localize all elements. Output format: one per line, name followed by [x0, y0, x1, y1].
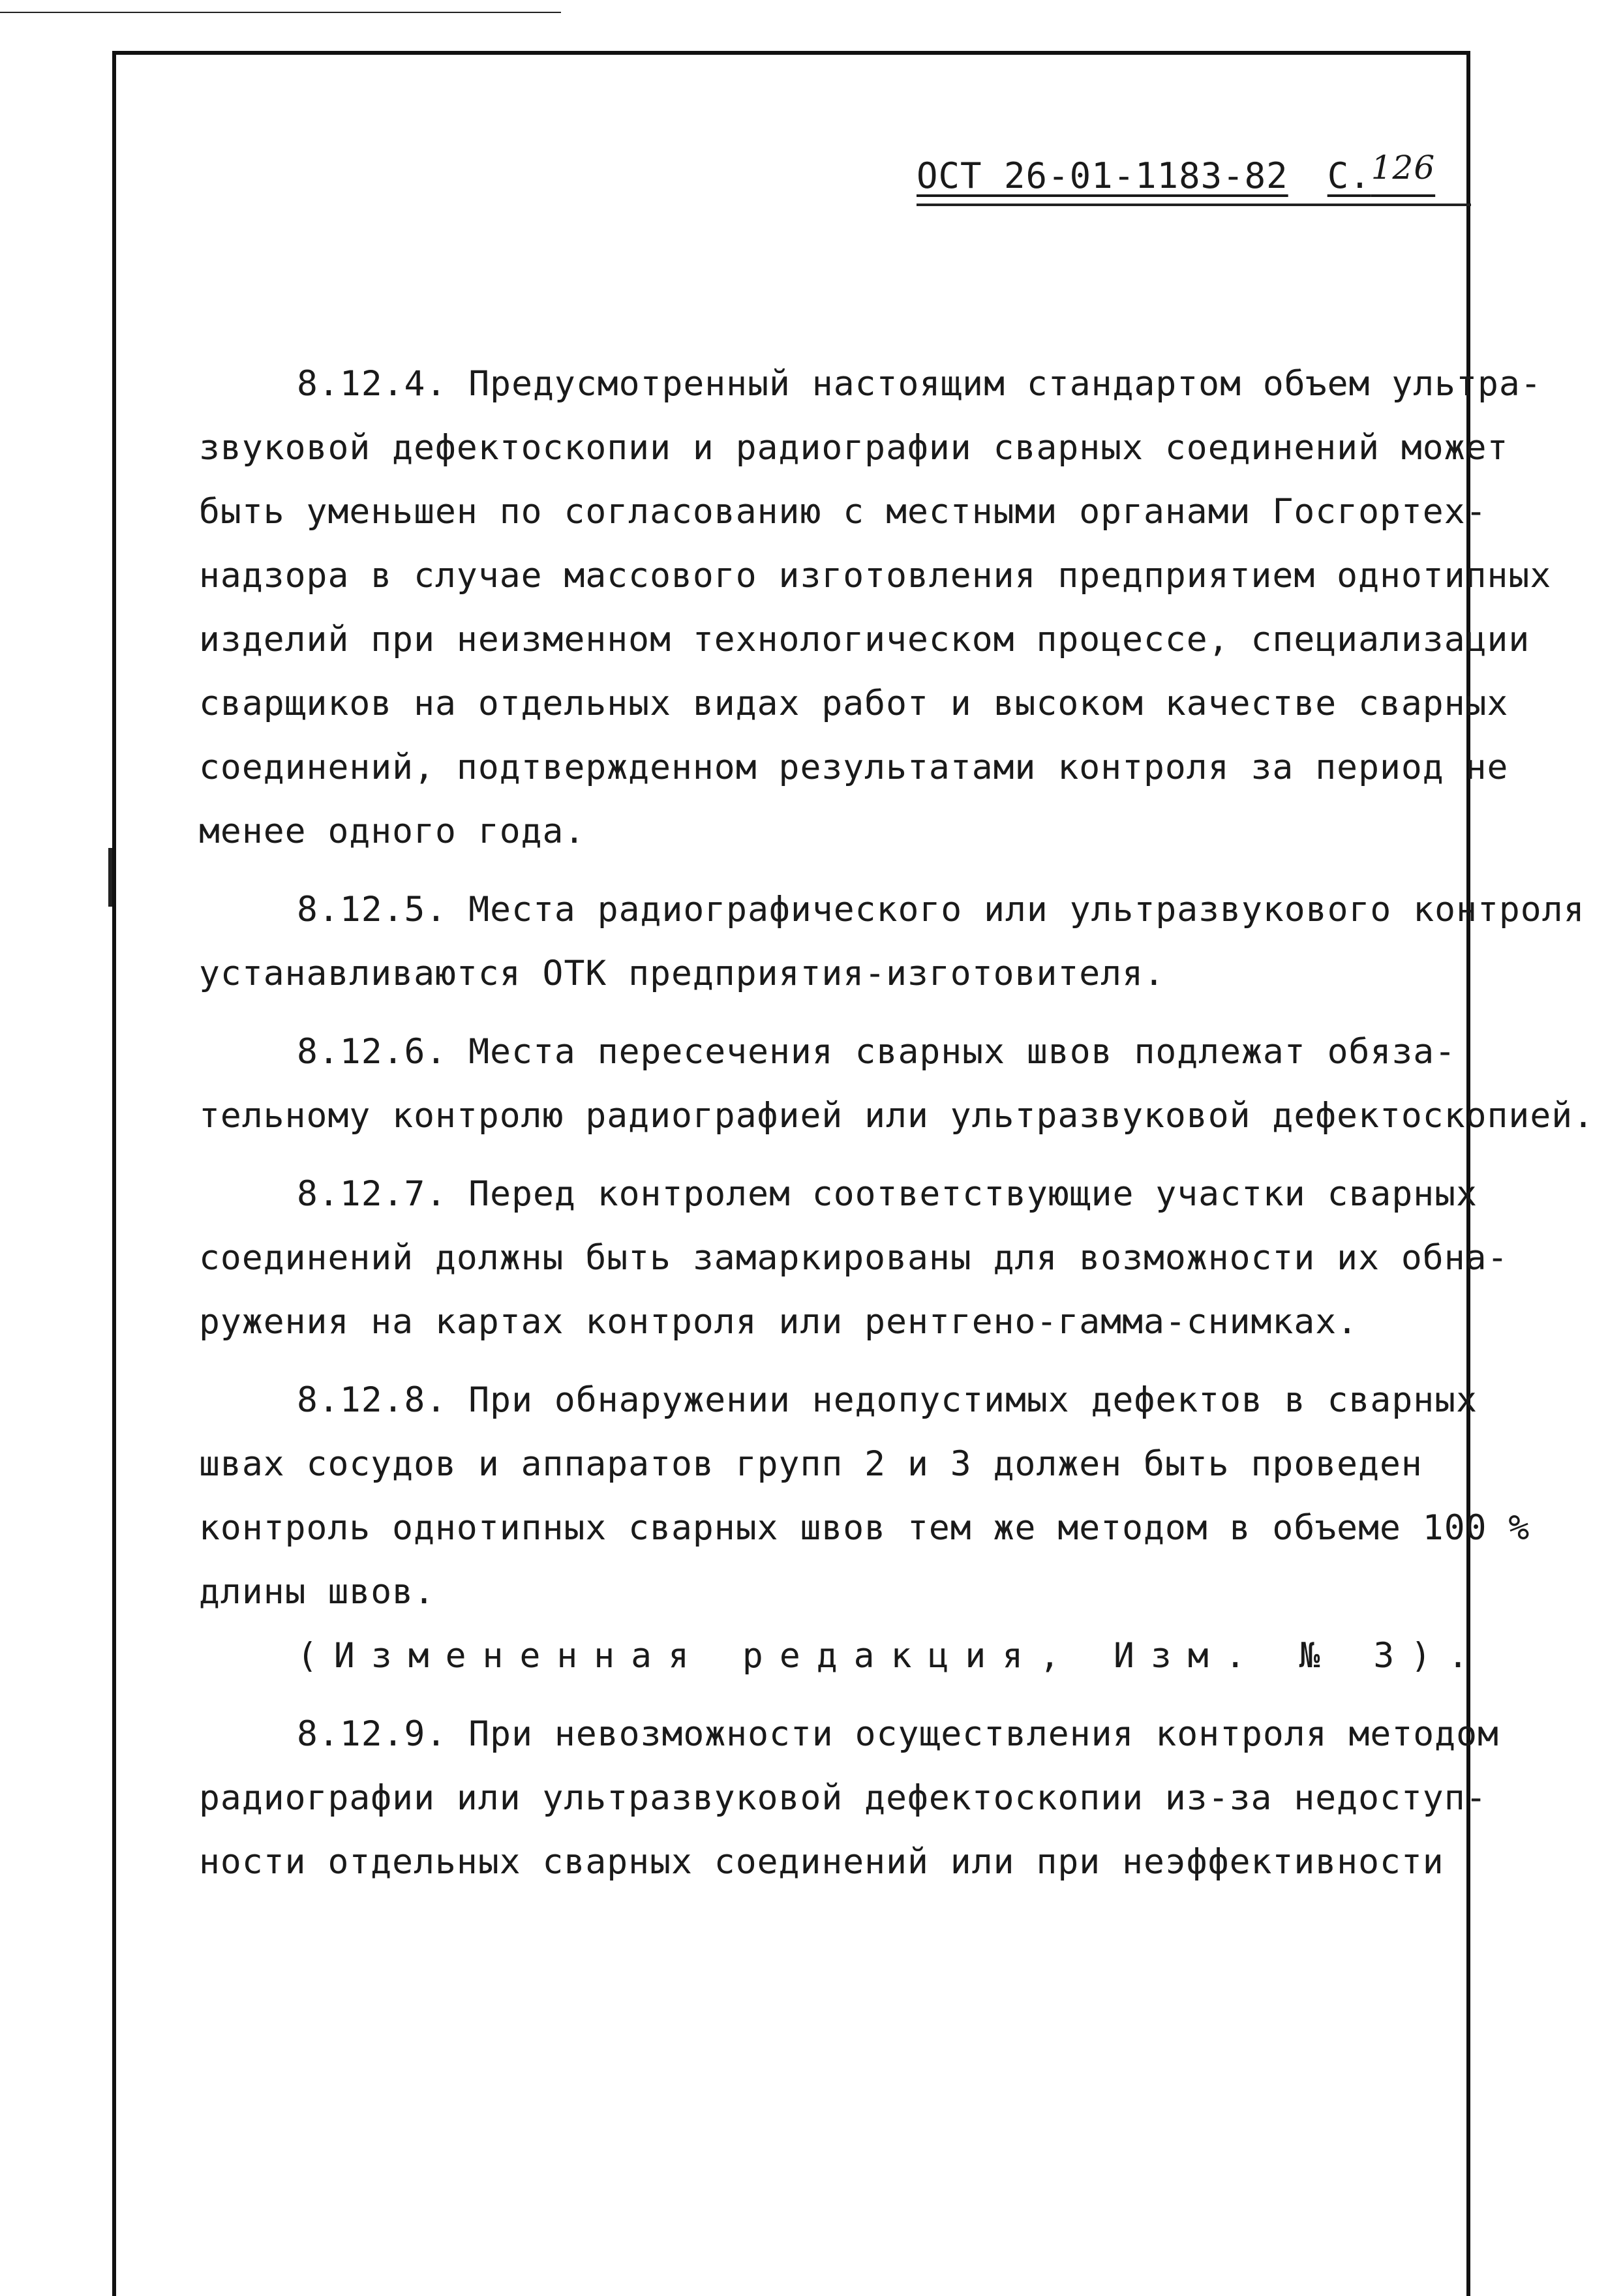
text-line: ности отдельных сварных соединений или при неэффективности [199, 1842, 1444, 1882]
text-line: контроль однотипных сварных швов тем же методом в объеме 100 % [199, 1508, 1530, 1548]
text-line: сварщиков на отдельных видах работ и высоком качестве сварных [199, 684, 1509, 723]
standard-code: ОСТ 26-01-1183-82 [917, 155, 1288, 196]
text-line: быть уменьшен по согласованию с местными органами Госгортех- [199, 492, 1487, 532]
text-line: соединений должны быть замаркированы для возможности их обна- [199, 1238, 1509, 1278]
clause-8-12-5 [199, 878, 1585, 1006]
document-body [199, 352, 1595, 1909]
text-line: 8.12.8. При обнаружении недопустимых дефектов в сварных [297, 1380, 1478, 1420]
text-line: радиографии или ультразвуковой дефектоскопии из-за недоступ- [199, 1778, 1487, 1818]
text-line: 8.12.9. При невозможности осуществления контроля методом [297, 1714, 1499, 1754]
text-line: менее одного года. [199, 811, 586, 851]
text-line: 8.12.5. Места радиографического или ультразвукового контроля [297, 890, 1585, 929]
text-line: изделий при неизменном технологическом процессе, специализации [199, 620, 1530, 659]
text-line: ружения на картах контроля или рентгено-гамма-снимках. [199, 1302, 1359, 1342]
clause-8-12-9 [199, 1702, 1504, 1894]
clause-8-12-6 [199, 1020, 1595, 1148]
text-line: швах сосудов и аппаратов групп 2 и 3 должен быть проведен [199, 1444, 1423, 1484]
text-line: надзора в случае массового изготовления предприятием однотипных [199, 556, 1552, 596]
amendment-note [199, 1624, 1504, 1688]
page-label [1327, 149, 1436, 196]
clause-8-12-7 [199, 1162, 1509, 1354]
header-underline [917, 204, 1471, 206]
text-line: (Измененная редакция, Изм. № 3). [297, 1636, 1485, 1676]
text-line: длины швов. [199, 1572, 435, 1612]
page-number: 126 [1371, 149, 1436, 187]
text-line: устанавливаются ОТК предприятия-изготовителя. [199, 954, 1165, 993]
text-line: тельному контролю радиографией или ультразвуковой дефектоскопией. [199, 1096, 1595, 1136]
text-line: 8.12.4. Предусмотренный настоящим стандартом объем ультра- [297, 364, 1542, 404]
page-prefix: С. [1327, 155, 1371, 196]
text-line: 8.12.6. Места пересечения сварных швов подлежат обяза- [297, 1032, 1457, 1072]
document-header [917, 149, 1471, 201]
scan-edge-top [0, 12, 561, 13]
text-line: 8.12.7. Перед контролем соответствующие участки сварных [297, 1174, 1478, 1214]
clause-8-12-4 [199, 352, 1552, 864]
clause-8-12-8 [199, 1368, 1530, 1624]
text-line: соединений, подтвержденном результатами контроля за период не [199, 748, 1509, 787]
scan-mark-left [108, 848, 112, 907]
text-line: звуковой дефектоскопии и радиографии сварных соединений может [199, 428, 1509, 468]
